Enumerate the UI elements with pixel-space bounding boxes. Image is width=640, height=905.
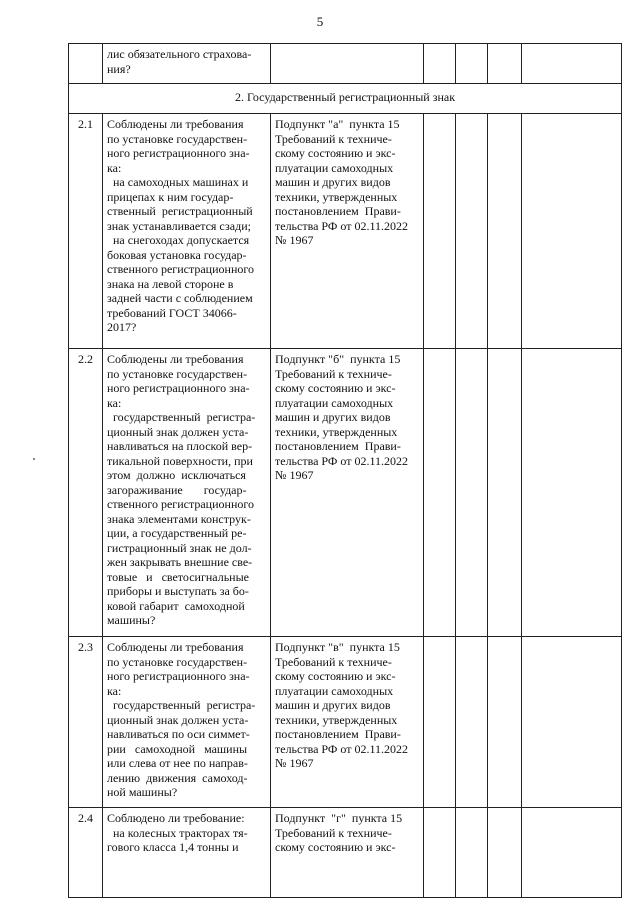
empty-cell	[522, 349, 622, 637]
text-line: лис обязательного страхова-	[107, 47, 252, 61]
text-line: ционный знак должен уста-	[107, 712, 249, 727]
table-row	[69, 808, 622, 898]
empty-cell	[456, 114, 488, 349]
table-row	[69, 114, 622, 349]
text-line: этом должно исключаться	[107, 468, 246, 482]
text-line: ственного регистрационного	[107, 497, 254, 511]
text-line: по установке государствен-	[107, 654, 248, 669]
text-line: Подпункт "б" пункта 15	[275, 352, 401, 366]
row-number-cell: 2.4	[69, 808, 103, 898]
question-cell	[103, 349, 271, 637]
text-line: постановлением Прави-	[275, 727, 401, 741]
text-line: Соблюдено ли требование:	[107, 811, 245, 825]
text-line: по установке государствен-	[107, 131, 248, 146]
reference-cell	[271, 349, 424, 637]
text-line: скому состоянию и экс-	[275, 840, 396, 854]
empty-cell	[522, 808, 622, 898]
row-number-cell	[69, 44, 103, 84]
empty-cell	[424, 44, 456, 84]
text-line: Подпункт "в" пункта 15	[275, 640, 400, 654]
text-line: Подпункт "а" пункта 15	[275, 117, 400, 131]
text-line: машин и других видов	[275, 175, 391, 189]
question-cell	[103, 44, 271, 84]
section-title: 2. Государственный регистрационный знак	[69, 84, 622, 114]
empty-cell	[522, 44, 622, 84]
text-line: ния?	[107, 61, 131, 76]
empty-cell	[456, 808, 488, 898]
text-line: тельства РФ от 02.11.2022	[275, 741, 409, 756]
text-line: гового класса 1,4 тонны и	[107, 840, 239, 854]
text-line: навливаться по оси симмет-	[107, 727, 250, 741]
text-line: ка:	[107, 683, 122, 698]
text-line: ной машины?	[107, 785, 178, 799]
text-line: прицепах к ним государ-	[107, 189, 234, 204]
text-line: Требований к техниче-	[275, 131, 392, 146]
text-line: или слева от нее по направ-	[107, 756, 248, 770]
text-line: на снегоходах допускается	[107, 233, 250, 247]
text-line: ного регистрационного зна-	[107, 669, 250, 683]
empty-cell	[522, 114, 622, 349]
empty-cell	[424, 349, 456, 637]
empty-cell	[424, 808, 456, 898]
text-line: Требований к техниче-	[275, 654, 392, 669]
text-line: ственный регистрационный	[107, 204, 253, 218]
text-line: тельства РФ от 02.11.2022	[275, 453, 409, 468]
reference-cell	[271, 44, 424, 84]
question-cell	[103, 637, 271, 808]
text-line: постановлением Прави-	[275, 204, 401, 218]
text-line: навливаться на плоской вер-	[107, 439, 253, 453]
section-header-row	[69, 84, 622, 114]
empty-cell	[488, 44, 522, 84]
text-line: ка:	[107, 395, 122, 410]
text-line: приборы и выступать за бо-	[107, 584, 249, 598]
reference-cell	[271, 808, 424, 898]
checklist-table	[68, 43, 622, 898]
text-line: тикальной поверхности, при	[107, 453, 253, 468]
text-line: скому состоянию и экс-	[275, 381, 396, 395]
table-row	[69, 349, 622, 637]
text-line: лению движения самоход-	[107, 770, 248, 785]
text-line: 2017?	[107, 320, 137, 334]
empty-cell	[456, 44, 488, 84]
empty-cell	[424, 114, 456, 349]
text-line: № 1967	[275, 756, 314, 770]
text-line: знака на левой стороне в	[107, 276, 234, 291]
empty-cell	[488, 637, 522, 808]
empty-cell	[488, 114, 522, 349]
empty-cell	[522, 637, 622, 808]
text-line: государственный регистра-	[107, 410, 256, 424]
text-line: ственного регистрационного	[107, 262, 254, 276]
text-line: плуатации самоходных	[275, 160, 394, 175]
text-line: Требований к техниче-	[275, 366, 392, 381]
row-number-cell: 2.2	[69, 349, 103, 637]
empty-cell	[456, 637, 488, 808]
text-line: жен закрывать внешние све-	[107, 555, 253, 569]
empty-cell	[456, 349, 488, 637]
scan-mark	[33, 458, 35, 460]
text-line: ного регистрационного зна-	[107, 146, 250, 160]
text-line: плуатации самоходных	[275, 683, 394, 698]
text-line: задней части с соблюдением	[107, 291, 253, 305]
text-line: Соблюдены ли требования	[107, 117, 244, 131]
reference-cell	[271, 114, 424, 349]
text-line: ного регистрационного зна-	[107, 381, 250, 395]
text-line: машины?	[107, 613, 156, 627]
text-line: плуатации самоходных	[275, 395, 394, 410]
empty-cell	[488, 349, 522, 637]
text-line: ковой габарит самоходной	[107, 598, 245, 613]
text-line: техники, утвержденных	[275, 712, 398, 727]
table-row-continuation	[69, 44, 622, 84]
text-line: машин и других видов	[275, 698, 391, 712]
page-number: 5	[316, 14, 324, 29]
text-line: по установке государствен-	[107, 366, 248, 381]
text-line: ционный знак должен уста-	[107, 424, 249, 439]
text-line: на самоходных машинах и	[107, 175, 249, 189]
text-line: Соблюдены ли требования	[107, 640, 244, 654]
text-line: знак устанавливается сзади;	[107, 218, 251, 233]
text-line: загораживание государ-	[107, 482, 247, 497]
text-line: требований ГОСТ 34066-	[107, 305, 237, 320]
text-line: рии самоходной машины	[107, 741, 248, 756]
text-line: машин и других видов	[275, 410, 391, 424]
text-line: товые и светосигнальные	[107, 569, 249, 584]
text-line: гистрационный знак не дол-	[107, 540, 252, 555]
text-line: № 1967	[275, 233, 314, 247]
table-row	[69, 637, 622, 808]
question-cell	[103, 114, 271, 349]
text-line: боковая установка государ-	[107, 247, 247, 262]
text-line: Соблюдены ли требования	[107, 352, 244, 366]
text-line: государственный регистра-	[107, 698, 256, 712]
text-line: ка:	[107, 160, 122, 175]
text-line: постановлением Прави-	[275, 439, 401, 453]
text-line: скому состоянию и экс-	[275, 669, 396, 683]
empty-cell	[424, 637, 456, 808]
text-line: скому состоянию и экс-	[275, 146, 396, 160]
text-line: ции, а государственный ре-	[107, 526, 247, 540]
empty-cell	[488, 808, 522, 898]
text-line: Требований к техниче-	[275, 825, 392, 840]
text-line: тельства РФ от 02.11.2022	[275, 218, 409, 233]
row-number-cell: 2.3	[69, 637, 103, 808]
text-line: знака элементами конструк-	[107, 511, 251, 526]
text-line: № 1967	[275, 468, 314, 482]
row-number-cell: 2.1	[69, 114, 103, 349]
question-cell	[103, 808, 271, 898]
reference-cell	[271, 637, 424, 808]
text-line: Подпункт "г" пункта 15	[275, 811, 403, 825]
text-line: на колесных тракторах тя-	[107, 825, 248, 840]
text-line: техники, утвержденных	[275, 189, 398, 204]
text-line: техники, утвержденных	[275, 424, 398, 439]
